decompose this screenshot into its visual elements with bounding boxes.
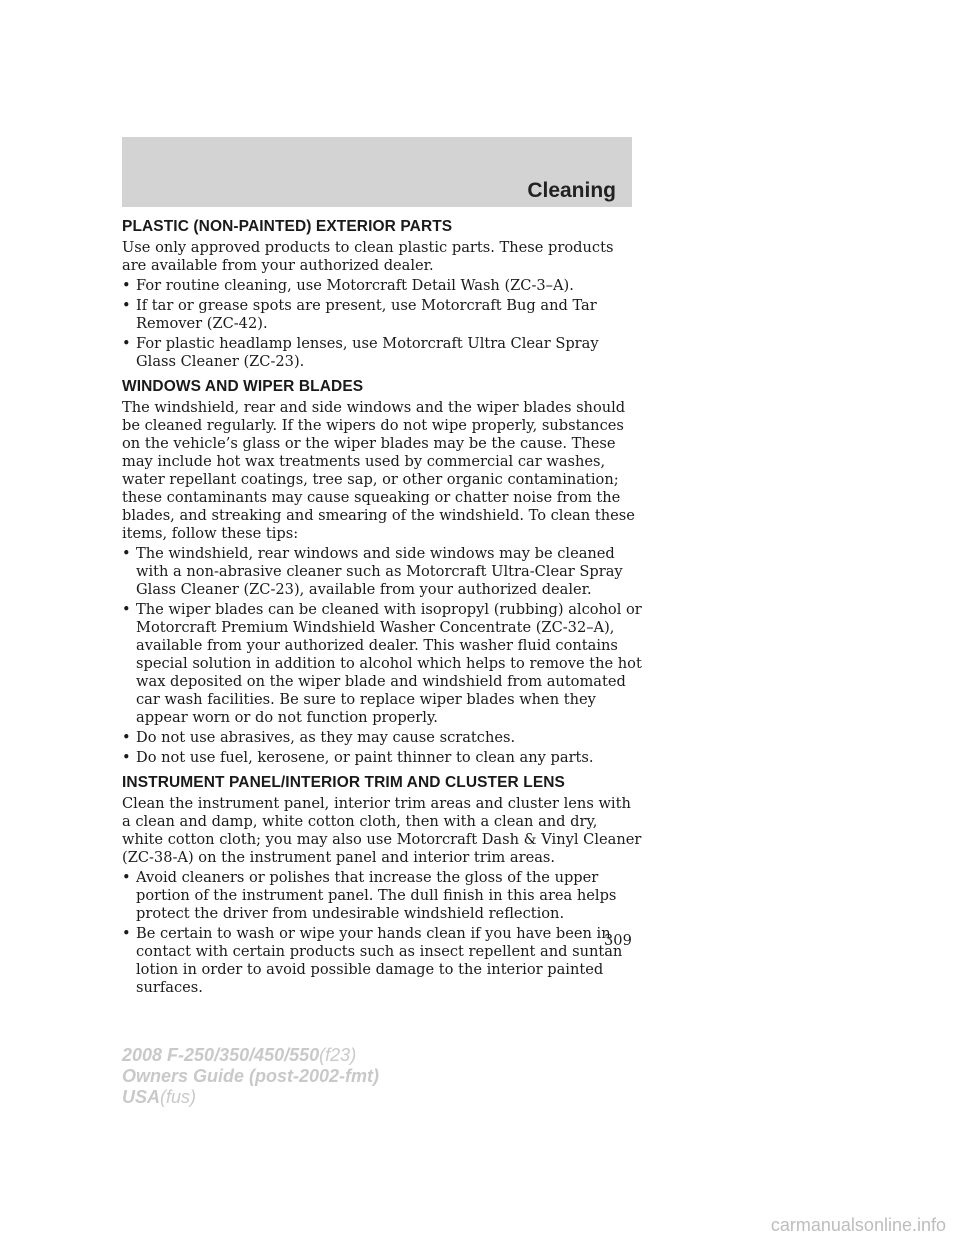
bullet-icon: •: [122, 545, 131, 562]
bullet-icon: •: [122, 335, 131, 352]
bullet-icon: •: [122, 601, 131, 618]
bullet-list: [122, 869, 642, 997]
list-item-text: For plastic headlamp lenses, use Motorcraft Ultra Clear Spray Glass Cleaner (ZC-23).: [136, 335, 599, 370]
bullet-list: [122, 277, 642, 371]
bullet-icon: •: [122, 297, 131, 314]
list-item: [122, 545, 642, 599]
list-item: [122, 729, 642, 747]
section-heading: WINDOWS AND WIPER BLADES: [122, 378, 364, 395]
footer-model-code: (f23): [319, 1045, 357, 1065]
body-paragraph: Use only approved products to clean plastic parts. These products are available from your authorized dealer.: [122, 239, 614, 274]
list-item-text: The windshield, rear windows and side windows may be cleaned with a non-abrasive cleaner such as Motorcraft Ultra-Clear Spray Glass Cleaner (ZC-23), available from your authorized dealer.: [136, 545, 623, 598]
footer-region: USA: [122, 1087, 161, 1107]
bullet-icon: •: [122, 729, 131, 746]
bullet-icon: •: [122, 277, 131, 294]
list-item: [122, 601, 642, 727]
footer-line-guide: [122, 1066, 379, 1087]
bullet-icon: •: [122, 749, 131, 766]
page-number: 309: [604, 932, 632, 949]
page-content: [122, 217, 642, 1003]
footer-region-code: (fus): [160, 1087, 197, 1107]
list-item: [122, 277, 642, 295]
body-paragraph: Clean the instrument panel, interior trim areas and cluster lens with a clean and damp, white cotton cloth, then with a clean and dry, white cotton cloth; you may also use Motorcraft Dash & Vinyl Cleaner (ZC-38-A) on the instrument panel and interior trim areas.: [122, 795, 642, 866]
footer-line-model: [122, 1045, 379, 1066]
footer-guide: Owners Guide (post-2002-fmt): [122, 1066, 380, 1086]
list-item: [122, 925, 642, 997]
footer-line-region: [122, 1087, 379, 1108]
list-item: [122, 297, 642, 333]
section-heading: INSTRUMENT PANEL/INTERIOR TRIM AND CLUSTER LENS: [122, 774, 565, 791]
watermark-link[interactable]: carmanualsonline.info: [770, 1215, 946, 1235]
footer-info: [122, 1045, 379, 1108]
bullet-icon: •: [122, 869, 131, 886]
list-item-text: Do not use abrasives, as they may cause scratches.: [136, 729, 516, 746]
list-item: [122, 749, 642, 767]
list-item: [122, 869, 642, 923]
list-item-text: For routine cleaning, use Motorcraft Detail Wash (ZC-3–A).: [136, 277, 574, 294]
body-paragraph: The windshield, rear and side windows and the wiper blades should be cleaned regularly. If the wipers do not wipe properly, substances on the vehicle’s glass or the wiper blades may be the cause. These may include hot wax treatments used by commercial car washes, water repellant coatings, tree sap, or other organic contamination; these contaminants may cause squeaking or chatter noise from the blades, and streaking and smearing of the windshield. To clean these items, follow these tips:: [122, 399, 635, 542]
list-item-text: Be certain to wash or wipe your hands clean if you have been in contact with certain products such as insect repellent and suntan lotion in order to avoid possible damage to the interior painted surfaces.: [136, 925, 623, 996]
list-item: [122, 335, 642, 371]
list-item-text: The wiper blades can be cleaned with isopropyl (rubbing) alcohol or Motorcraft Premium Windshield Washer Concentrate (ZC-32–A), available from your authorized dealer. This washer fluid contains special solution in addition to alcohol which helps to remove the hot wax deposited on the wiper blade and windshield from automated car wash facilities. Be sure to replace wiper blades when they appear worn or do not function properly.: [136, 601, 642, 726]
section-heading: PLASTIC (NON-PAINTED) EXTERIOR PARTS: [122, 218, 453, 235]
footer-model: 2008 F-250/350/450/550: [122, 1045, 320, 1065]
section-header-band: [122, 137, 632, 207]
section-title: Cleaning: [527, 179, 616, 202]
bullet-list: [122, 545, 642, 767]
list-item-text: Avoid cleaners or polishes that increase the gloss of the upper portion of the instrument panel. The dull finish in this area helps protect the driver from undesirable windshield reflection.: [136, 869, 617, 922]
list-item-text: Do not use fuel, kerosene, or paint thinner to clean any parts.: [136, 749, 594, 766]
bullet-icon: •: [122, 925, 131, 942]
list-item-text: If tar or grease spots are present, use Motorcraft Bug and Tar Remover (ZC-42).: [136, 297, 597, 332]
